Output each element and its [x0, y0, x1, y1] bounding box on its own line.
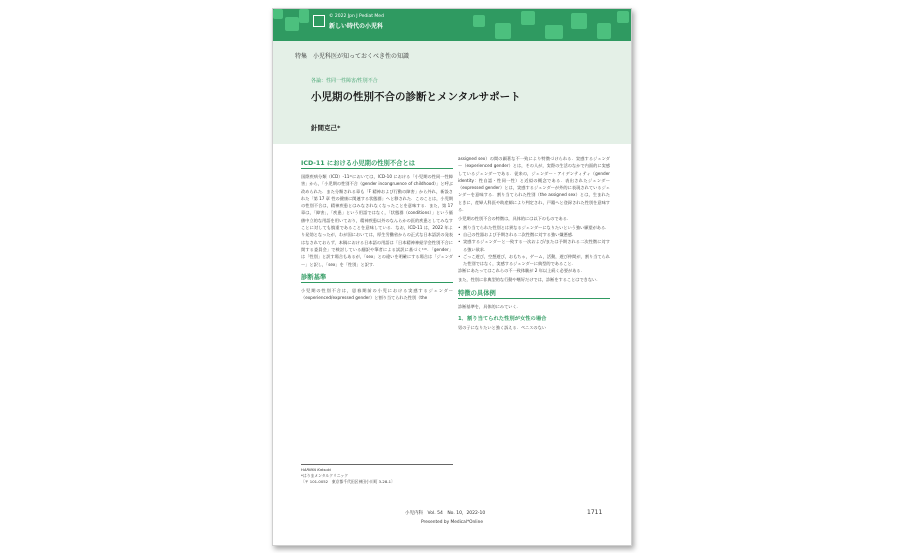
list-item: • 割り当てられた性別とは異なるジェンダーになりたいという強い願望がある． — [458, 224, 610, 231]
subsection-heading: 1．割り当てられた性別が女性の場合 — [458, 315, 547, 322]
puzzle-piece-icon — [617, 11, 629, 23]
puzzle-piece-icon — [473, 15, 485, 27]
page-number: 1711 — [587, 509, 603, 516]
puzzle-piece-icon — [521, 11, 535, 25]
copyright-text: © 2022 Jpn J Pediat Med — [329, 14, 384, 19]
category-label: 各論：性同一性障害/性別不合 — [311, 78, 378, 84]
puzzle-piece-icon — [571, 13, 587, 29]
puzzle-piece-icon — [495, 23, 511, 39]
journal-page — [272, 8, 632, 546]
presented-by: Presented by Medical*Online — [421, 520, 483, 525]
paragraph: 診断にあたってはこれらの不一致体験が 2 年以上続く必要がある． — [458, 268, 585, 274]
author-english-name: HARIMA Katsuki — [301, 467, 332, 472]
footnote — [301, 464, 453, 485]
puzzle-piece-icon — [597, 23, 611, 39]
paragraph: assigned sex）の間の顕著な不一致により特徴づけられる．実感するジェンダー（experienced gender）とは，その人が，実際の生活のなかで内面的に実感しているジェンダーである．従来の，ジェンダー・アイデンティティ（gender identity：性自認・性同一性）と近似の概念である．表出されたジェンダー（expressed gender）とは，実感するジェンダーが外的に表現されているジェンダーを意味する．割り当てられた性別（the assigned sex）とは，生まれたときに，産婦人科医や助産師により判定され，戸籍へと登録された性別を意味する． — [458, 156, 610, 213]
paragraph: 小児期の性別不合は，思春期前の小児における実感するジェンダー（experienced/expressed gender）と割り当てられた性別（the — [301, 287, 453, 301]
logo-square — [313, 15, 325, 27]
puzzle-piece-icon — [545, 25, 563, 39]
journal-citation: 小児内科 Vol. 54 No. 10，2022-10 — [405, 511, 486, 516]
bullet-list — [458, 224, 610, 268]
author-name: 針間克己* — [311, 124, 341, 132]
address: 〔〒 101-0052 東京都千代田区神田小川町 3-28-1〕 — [301, 479, 395, 484]
paragraph: 国際疾病分類（ICD）-11¹⁾においては，ICD-10 における「小児期の性同一性障害」から，「小児期の性別不合（gender incongruence of childhood）」と呼ぶ改められた．また分類される章も「F 精神および行動の障害」から外れ，新設された「第 17 章 性の健康に関連する状態群」へと移された．このことは，小児期の性別不合は，精神疾患とはみなされなくなったことを意味する．また，第 17 章は，「障害」，「疾患」という用語ではなく，「状態群（conditions）」という価値中立的な用語を用いており，精神疾患以外のなんらかの医的疾患としてみなすことに対しても慎重であることを意味している．なお，ICD-11 は，2022 年より発効となったが，わが国においては，厚生労働省からの正式な日本語訳の発表はなされておらず，本稿における日本語の用語は「日本精神神経学会性別不合に関する委員会」で検討している翻訳や筆者による試訳に基づく¹⁾²⁾．「gender」は「性別」と訳す場合もあるが，「sex」との違いを明確にする場合は「ジェンダー」と訳し，「sex」を「性別」と訳す． — [301, 174, 453, 267]
paragraph: 診断基準を，具体的にみていく． — [458, 303, 521, 309]
header-band — [273, 9, 631, 41]
puzzle-piece-icon — [299, 9, 309, 23]
special-issue-label: 特集 小児科医が知っておくべき性の知識 — [295, 53, 410, 60]
puzzle-piece-icon — [273, 9, 283, 19]
paragraph: 小児期の性別不合の特徴は，具体的には以下のものである． — [458, 215, 572, 221]
left-column — [301, 154, 453, 303]
section-heading: 特徴の具体例 — [458, 288, 610, 299]
right-column — [458, 155, 610, 333]
affiliation: *はりまメンタルクリニック — [301, 473, 349, 478]
list-item: • ごっこ遊び，空想遊び，おもちゃ，ゲーム，活動，遊び仲間が，割り当てられた性別ではなく，実感するジェンダーに典型的であること． — [458, 253, 610, 268]
paragraph: また，性別に非典型的な行動や嗜好だけでは，診断をすることはできない． — [458, 277, 601, 283]
list-item: • 自己の性器および予期される二次性徴に対する強い嫌悪感． — [458, 231, 610, 238]
series-name: 新しい時代の小児科 — [329, 23, 384, 30]
paragraph: 男の子になりたいと強く訴える．ペニスのない — [458, 324, 546, 330]
puzzle-piece-icon — [285, 17, 299, 31]
article-title: 小児期の性別不合の診断とメンタルサポート — [311, 91, 521, 103]
section-heading: ICD-11 における小児期の性別不合とは — [301, 158, 453, 169]
section-heading: 診断基準 — [301, 272, 453, 283]
article-header — [273, 41, 631, 144]
list-item: • 実感するジェンダーと一致する一次および/または予期される二次性徴に対する強い欲求． — [458, 238, 610, 253]
